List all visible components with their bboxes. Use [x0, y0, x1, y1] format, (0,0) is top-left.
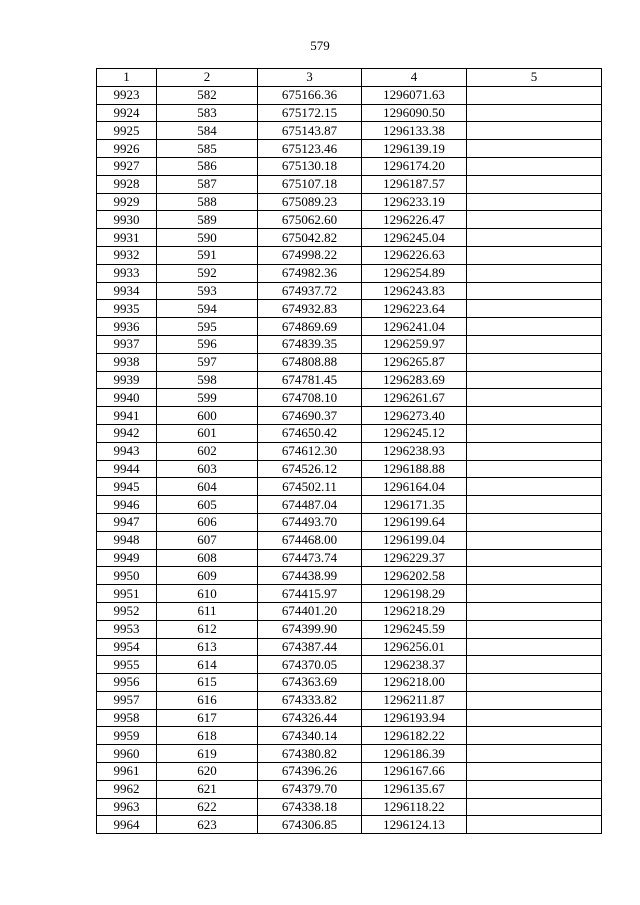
table-row [97, 638, 602, 656]
table-cell-col1: 9933 [97, 264, 157, 282]
table-row [97, 602, 602, 620]
table-cell-col3: 674415.97 [258, 585, 362, 603]
table-cell-col4: 1296259.97 [362, 335, 467, 353]
table-cell-col5 [467, 318, 602, 336]
table-cell-col4: 1296182.22 [362, 727, 467, 745]
table-row [97, 567, 602, 585]
table-cell-col5 [467, 496, 602, 514]
table-cell-col1: 9930 [97, 211, 157, 229]
table-cell-col3: 674399.90 [258, 620, 362, 638]
table-row [97, 246, 602, 264]
table-cell-col2: 597 [157, 353, 258, 371]
table-cell-col2: 599 [157, 389, 258, 407]
table-cell-col4: 1296135.67 [362, 780, 467, 798]
table-row [97, 157, 602, 175]
table-cell-col4: 1296245.12 [362, 424, 467, 442]
table-cell-col5 [467, 211, 602, 229]
table-row [97, 798, 602, 816]
table-cell-col1: 9950 [97, 567, 157, 585]
table-cell-col2: 621 [157, 780, 258, 798]
table-row [97, 389, 602, 407]
table-cell-col2: 620 [157, 763, 258, 781]
table-row [97, 496, 602, 514]
table-cell-col1: 9937 [97, 335, 157, 353]
table-cell-col3: 674340.14 [258, 727, 362, 745]
table-cell-col2: 598 [157, 371, 258, 389]
table-row [97, 549, 602, 567]
table-cell-col3: 674526.12 [258, 460, 362, 478]
table-cell-col3: 674502.11 [258, 478, 362, 496]
table-cell-col2: 611 [157, 602, 258, 620]
table-cell-col2: 607 [157, 531, 258, 549]
table-row [97, 140, 602, 158]
table-cell-col2: 591 [157, 246, 258, 264]
table-cell-col2: 596 [157, 335, 258, 353]
table-cell-col3: 675042.82 [258, 229, 362, 247]
table-cell-col3: 674650.42 [258, 424, 362, 442]
table-cell-col4: 1296226.63 [362, 246, 467, 264]
table-cell-col2: 584 [157, 122, 258, 140]
table-cell-col1: 9938 [97, 353, 157, 371]
table-cell-col3: 674387.44 [258, 638, 362, 656]
table-row [97, 318, 602, 336]
table-cell-col3: 674338.18 [258, 798, 362, 816]
table-cell-col5 [467, 175, 602, 193]
table-cell-col5 [467, 229, 602, 247]
table-row [97, 300, 602, 318]
table-cell-col5 [467, 638, 602, 656]
table-cell-col2: 618 [157, 727, 258, 745]
table-cell-col2: 622 [157, 798, 258, 816]
table-cell-col5 [467, 620, 602, 638]
table-cell-col1: 9943 [97, 442, 157, 460]
table-cell-col4: 1296245.04 [362, 229, 467, 247]
column-header-5: 5 [467, 69, 602, 87]
table-cell-col4: 1296241.04 [362, 318, 467, 336]
table-cell-col5 [467, 709, 602, 727]
table-cell-col4: 1296245.59 [362, 620, 467, 638]
table-row [97, 229, 602, 247]
table-cell-col5 [467, 264, 602, 282]
table-cell-col3: 674438.99 [258, 567, 362, 585]
table-row [97, 816, 602, 834]
table-row [97, 709, 602, 727]
page-number: 579 [310, 38, 330, 53]
table-cell-col2: 610 [157, 585, 258, 603]
table-row [97, 763, 602, 781]
table-row [97, 442, 602, 460]
table-cell-col5 [467, 442, 602, 460]
table-cell-col5 [467, 300, 602, 318]
table-cell-col5 [467, 86, 602, 104]
table-row [97, 104, 602, 122]
table-cell-col2: 619 [157, 745, 258, 763]
table-row [97, 335, 602, 353]
table-cell-col1: 9928 [97, 175, 157, 193]
table-cell-col5 [467, 389, 602, 407]
table-cell-col4: 1296256.01 [362, 638, 467, 656]
table-cell-col3: 675123.46 [258, 140, 362, 158]
table-cell-col1: 9956 [97, 674, 157, 692]
table-cell-col1: 9936 [97, 318, 157, 336]
table-cell-col5 [467, 478, 602, 496]
table-cell-col2: 589 [157, 211, 258, 229]
table-body [97, 86, 602, 833]
table-cell-col2: 616 [157, 691, 258, 709]
table-cell-col1: 9961 [97, 763, 157, 781]
table-cell-col3: 674401.20 [258, 602, 362, 620]
table-row [97, 513, 602, 531]
table-cell-col1: 9924 [97, 104, 157, 122]
table-cell-col4: 1296199.04 [362, 531, 467, 549]
table-cell-col4: 1296261.67 [362, 389, 467, 407]
table-cell-col2: 604 [157, 478, 258, 496]
table-cell-col1: 9954 [97, 638, 157, 656]
table-row [97, 674, 602, 692]
table-cell-col4: 1296198.29 [362, 585, 467, 603]
table-row [97, 175, 602, 193]
coordinates-table [96, 68, 602, 834]
table-cell-col4: 1296211.87 [362, 691, 467, 709]
table-cell-col1: 9926 [97, 140, 157, 158]
table-cell-col3: 675143.87 [258, 122, 362, 140]
table-cell-col2: 612 [157, 620, 258, 638]
table-cell-col5 [467, 407, 602, 425]
table-cell-col2: 594 [157, 300, 258, 318]
table-cell-col5 [467, 674, 602, 692]
table-cell-col2: 606 [157, 513, 258, 531]
table-cell-col1: 9952 [97, 602, 157, 620]
table-cell-col4: 1296226.47 [362, 211, 467, 229]
table-cell-col4: 1296124.13 [362, 816, 467, 834]
table-cell-col5 [467, 157, 602, 175]
column-header-1: 1 [97, 69, 157, 87]
table-cell-col1: 9944 [97, 460, 157, 478]
table-cell-col2: 582 [157, 86, 258, 104]
table-cell-col1: 9939 [97, 371, 157, 389]
table-cell-col1: 9955 [97, 656, 157, 674]
table-cell-col5 [467, 585, 602, 603]
table-cell-col4: 1296167.66 [362, 763, 467, 781]
table-cell-col2: 590 [157, 229, 258, 247]
column-header-4: 4 [362, 69, 467, 87]
table-cell-col4: 1296273.40 [362, 407, 467, 425]
table-cell-col5 [467, 246, 602, 264]
table-cell-col1: 9945 [97, 478, 157, 496]
table-cell-col5 [467, 513, 602, 531]
table-cell-col1: 9958 [97, 709, 157, 727]
table-cell-col3: 674808.88 [258, 353, 362, 371]
table-row [97, 727, 602, 745]
table-row [97, 407, 602, 425]
table-cell-col2: 608 [157, 549, 258, 567]
table-cell-col1: 9925 [97, 122, 157, 140]
table-cell-col5 [467, 549, 602, 567]
table-cell-col3: 674982.36 [258, 264, 362, 282]
table-cell-col4: 1296171.35 [362, 496, 467, 514]
table-row [97, 780, 602, 798]
table-row [97, 585, 602, 603]
table-cell-col5 [467, 816, 602, 834]
table-cell-col3: 674690.37 [258, 407, 362, 425]
table-cell-col2: 617 [157, 709, 258, 727]
table-cell-col4: 1296223.64 [362, 300, 467, 318]
table-cell-col4: 1296118.22 [362, 798, 467, 816]
table-cell-col5 [467, 353, 602, 371]
table-row [97, 264, 602, 282]
table-cell-col1: 9951 [97, 585, 157, 603]
table-cell-col1: 9927 [97, 157, 157, 175]
table-cell-col2: 601 [157, 424, 258, 442]
table-row [97, 353, 602, 371]
table-cell-col1: 9948 [97, 531, 157, 549]
table-cell-col2: 614 [157, 656, 258, 674]
table-cell-col5 [467, 780, 602, 798]
column-header-3: 3 [258, 69, 362, 87]
table-cell-col2: 593 [157, 282, 258, 300]
table-cell-col2: 602 [157, 442, 258, 460]
table-cell-col4: 1296188.88 [362, 460, 467, 478]
table-cell-col4: 1296193.94 [362, 709, 467, 727]
table-cell-col5 [467, 602, 602, 620]
table-cell-col3: 674379.70 [258, 780, 362, 798]
table-cell-col1: 9934 [97, 282, 157, 300]
table-cell-col1: 9962 [97, 780, 157, 798]
table-row [97, 86, 602, 104]
table-cell-col2: 586 [157, 157, 258, 175]
table-cell-col2: 583 [157, 104, 258, 122]
table-cell-col3: 674998.22 [258, 246, 362, 264]
table-cell-col2: 623 [157, 816, 258, 834]
table-cell-col2: 585 [157, 140, 258, 158]
table-cell-col2: 588 [157, 193, 258, 211]
table-cell-col2: 603 [157, 460, 258, 478]
table-cell-col5 [467, 727, 602, 745]
table-row [97, 371, 602, 389]
table-row [97, 745, 602, 763]
table-cell-col5 [467, 122, 602, 140]
table-cell-col3: 674333.82 [258, 691, 362, 709]
table-cell-col1: 9929 [97, 193, 157, 211]
table-cell-col1: 9949 [97, 549, 157, 567]
table-row [97, 282, 602, 300]
table-cell-col4: 1296186.39 [362, 745, 467, 763]
table-cell-col4: 1296202.58 [362, 567, 467, 585]
table-row [97, 620, 602, 638]
table-cell-col1: 9931 [97, 229, 157, 247]
table-cell-col4: 1296283.69 [362, 371, 467, 389]
table-cell-col1: 9932 [97, 246, 157, 264]
table-cell-col5 [467, 140, 602, 158]
table-cell-col4: 1296218.29 [362, 602, 467, 620]
table-cell-col1: 9960 [97, 745, 157, 763]
table-cell-col2: 605 [157, 496, 258, 514]
table-cell-col2: 600 [157, 407, 258, 425]
table-cell-col4: 1296218.00 [362, 674, 467, 692]
table-cell-col5 [467, 763, 602, 781]
table-cell-col3: 674612.30 [258, 442, 362, 460]
column-header-2: 2 [157, 69, 258, 87]
table-cell-col1: 9953 [97, 620, 157, 638]
table-cell-col5 [467, 424, 602, 442]
table-cell-col1: 9935 [97, 300, 157, 318]
table-cell-col1: 9946 [97, 496, 157, 514]
table-cell-col5 [467, 567, 602, 585]
table-cell-col3: 674396.26 [258, 763, 362, 781]
table-cell-col1: 9923 [97, 86, 157, 104]
table-cell-col3: 674708.10 [258, 389, 362, 407]
table-cell-col4: 1296187.57 [362, 175, 467, 193]
table-cell-col3: 674493.70 [258, 513, 362, 531]
table-cell-col3: 675089.23 [258, 193, 362, 211]
table-cell-col3: 674932.83 [258, 300, 362, 318]
table-row [97, 691, 602, 709]
table-row [97, 211, 602, 229]
table-row [97, 531, 602, 549]
table-cell-col4: 1296233.19 [362, 193, 467, 211]
table-cell-col3: 674781.45 [258, 371, 362, 389]
table-cell-col3: 675130.18 [258, 157, 362, 175]
table-cell-col4: 1296071.63 [362, 86, 467, 104]
table-cell-col4: 1296229.37 [362, 549, 467, 567]
table-cell-col3: 675107.18 [258, 175, 362, 193]
table-cell-col2: 595 [157, 318, 258, 336]
table-cell-col3: 674380.82 [258, 745, 362, 763]
table-cell-col3: 674326.44 [258, 709, 362, 727]
table-cell-col3: 675172.15 [258, 104, 362, 122]
table-cell-col3: 674869.69 [258, 318, 362, 336]
table-cell-col5 [467, 798, 602, 816]
table-cell-col5 [467, 691, 602, 709]
table-cell-col4: 1296238.37 [362, 656, 467, 674]
table-cell-col3: 674487.04 [258, 496, 362, 514]
table-cell-col2: 587 [157, 175, 258, 193]
table-cell-col5 [467, 531, 602, 549]
table-cell-col3: 674937.72 [258, 282, 362, 300]
table-cell-col4: 1296243.83 [362, 282, 467, 300]
table-cell-col5 [467, 335, 602, 353]
table-cell-col5 [467, 282, 602, 300]
table-cell-col1: 9947 [97, 513, 157, 531]
table-cell-col4: 1296139.19 [362, 140, 467, 158]
table-cell-col4: 1296133.38 [362, 122, 467, 140]
table-cell-col4: 1296265.87 [362, 353, 467, 371]
table-cell-col4: 1296164.04 [362, 478, 467, 496]
table-cell-col5 [467, 656, 602, 674]
table-cell-col2: 613 [157, 638, 258, 656]
table-cell-col1: 9957 [97, 691, 157, 709]
table-row [97, 424, 602, 442]
table-row [97, 122, 602, 140]
table-cell-col3: 674370.05 [258, 656, 362, 674]
table-cell-col2: 592 [157, 264, 258, 282]
table-cell-col5 [467, 371, 602, 389]
table-header-row [97, 69, 602, 87]
table-cell-col4: 1296174.20 [362, 157, 467, 175]
table-cell-col1: 9964 [97, 816, 157, 834]
table-cell-col4: 1296199.64 [362, 513, 467, 531]
table-cell-col2: 615 [157, 674, 258, 692]
table-cell-col1: 9959 [97, 727, 157, 745]
table-cell-col4: 1296254.89 [362, 264, 467, 282]
table-cell-col4: 1296090.50 [362, 104, 467, 122]
table-row [97, 656, 602, 674]
table-cell-col2: 609 [157, 567, 258, 585]
table-cell-col5 [467, 745, 602, 763]
table-cell-col1: 9941 [97, 407, 157, 425]
table-cell-col1: 9963 [97, 798, 157, 816]
table-cell-col1: 9942 [97, 424, 157, 442]
table-row [97, 460, 602, 478]
table-cell-col3: 674468.00 [258, 531, 362, 549]
table-cell-col3: 675166.36 [258, 86, 362, 104]
table-cell-col5 [467, 104, 602, 122]
table-cell-col5 [467, 460, 602, 478]
table-cell-col3: 674473.74 [258, 549, 362, 567]
table-cell-col4: 1296238.93 [362, 442, 467, 460]
table-cell-col3: 674363.69 [258, 674, 362, 692]
table-cell-col5 [467, 193, 602, 211]
table-row [97, 478, 602, 496]
table-cell-col3: 675062.60 [258, 211, 362, 229]
table-cell-col3: 674306.85 [258, 816, 362, 834]
table-cell-col1: 9940 [97, 389, 157, 407]
table-row [97, 193, 602, 211]
table-cell-col3: 674839.35 [258, 335, 362, 353]
